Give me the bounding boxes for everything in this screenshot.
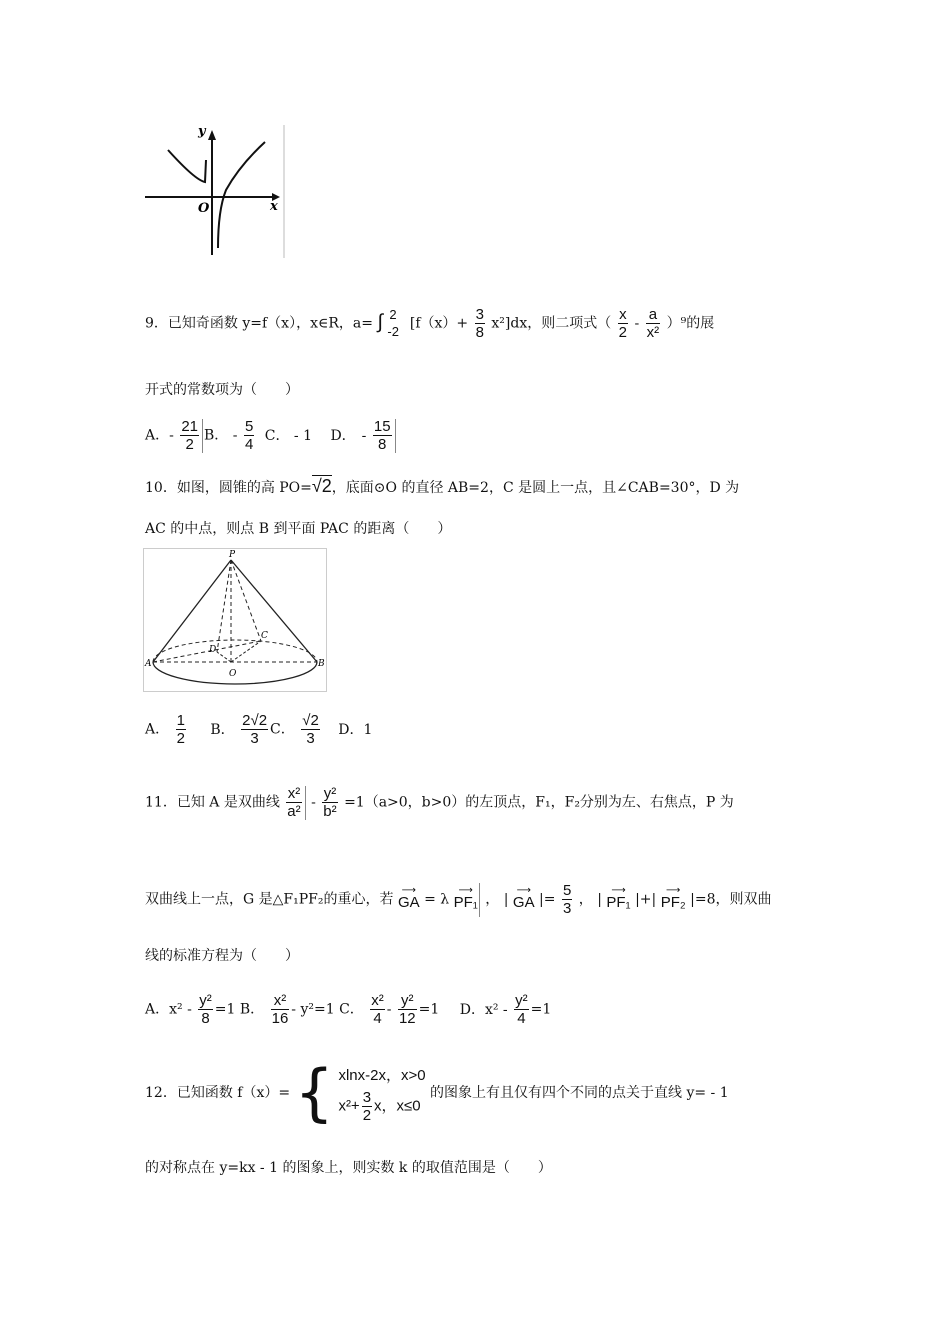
q11-line2: 双曲线上一点，G 是△F₁PF₂的重心，若 ⟶ GA = λ ⟶ PF₁ ， | ⟶ GA |= $\frac{5}{3}$ ， | ⟶ PF₁ |+| ⟶ PF₂ |=8，则双曲 xyxy=(145,882,772,917)
q11-opt-d-frac: $\frac{\text{y²}}{4}$ xyxy=(515,992,528,1027)
q9-opt-b-frac: $\frac{5}{4}$ xyxy=(244,418,254,453)
q10-line1: 10．如图，圆锥的高 PO=√2，底面⊙O 的直径 AB=2，C 是圆上一点，且∠CAB=30°，D 为 xyxy=(145,476,740,496)
q11-frac-y2-b2: $\frac{\text{y²}}{\text{b²}}$ xyxy=(323,785,337,820)
q11-vec-pf2-abs: ⟶ PF₂ xyxy=(660,885,686,911)
q12-brace: { xyxy=(294,1056,334,1129)
y-axis-label: y xyxy=(198,124,206,139)
q12-cases xyxy=(338,1063,425,1124)
cone-label-c: C xyxy=(261,631,268,641)
q9-text-a: 9．已知奇函数 y=f（x），x∈R，a= xyxy=(145,315,373,332)
q9-frac-3-8: $\frac{3}{8}$ xyxy=(475,306,484,341)
q10-sqrt2: √2 xyxy=(311,476,332,496)
q9-frac-a-x2: $\frac{a}{\text{x²}}$ xyxy=(646,306,660,341)
q11-vec-pf1: ⟶ PF₁ xyxy=(453,885,478,911)
q9-opt-d-frac: $\frac{15}{8}$ xyxy=(373,418,391,453)
q9-options: A．- $\frac{21}{2}$ B． - $\frac{5}{4}$ C． - 1 D． - $\frac{15}{8}$ xyxy=(145,418,397,453)
q12-case1: xlnx-2x，x>0 xyxy=(338,1066,426,1084)
q10-opt-c-frac: $\frac{√2}{3}$ xyxy=(302,712,319,747)
q11-vec-ga: ⟶ GA xyxy=(397,885,420,911)
q11-vec-pf1-abs: ⟶ PF₁ xyxy=(606,885,631,911)
q12-line2: 的对称点在 y=kx - 1 的图象上，则实数 k 的取值范围是（ ） xyxy=(145,1160,552,1176)
q11-vec-ga-abs: ⟶ GA xyxy=(512,885,535,911)
q12-case2: x²+ $\frac{3}{2}$ x，x≤0 xyxy=(338,1088,421,1124)
q9-minus: - xyxy=(634,315,640,332)
cone-label-b: B xyxy=(318,659,325,669)
cone-figure xyxy=(143,548,327,692)
cone-label-o: O xyxy=(229,669,237,679)
origin-label: O xyxy=(198,201,210,216)
q11-options: A．x² - $\frac{\text{y²}}{8}$ =1 B． $\frac{\text{x²}}{16}$ - y²=1 C． $\frac{\text{x²}}{4}$ - $\frac{\text{y²}}{12}$ =1 D．x² - $\frac{\text{y²}}{4}$ =1 xyxy=(145,992,552,1027)
q9-text-d: ）⁹的展 xyxy=(666,315,715,332)
q9-text-b: [f（x）+ xyxy=(409,315,469,332)
q11-frac-x2-a2: $\frac{\text{x²}}{\text{a²}}$ xyxy=(287,785,301,820)
cone-label-a: A xyxy=(145,659,152,669)
q9-text-c: x²]dx，则二项式（ xyxy=(491,315,612,332)
q12-line1: 12．已知函数 f（x）= { xlnx-2x，x>0 x²+ $\frac{3}{2}$ x，x≤0 的图象上有且仅有四个不同的点关于直线 y= - 1 xyxy=(145,1056,729,1129)
cone-label-d: D xyxy=(209,645,217,655)
q9-line2: 开式的常数项为（ ） xyxy=(145,382,299,398)
q11-line1: 11．已知 A 是双曲线 $\frac{\text{x²}}{\text{a²}}$ - $\frac{\text{y²}}{\text{b²}}$ =1（a>0，b>0）的左顶点，F₁，F₂分别为左、右焦点，P 为 xyxy=(145,785,734,820)
q11-opt-b-frac: $\frac{\text{x²}}{16}$ xyxy=(271,992,289,1027)
q12-frac-3-2: $\frac{3}{2}$ xyxy=(362,1088,372,1124)
q9-line1 xyxy=(145,306,714,341)
q10-line2: AC 的中点，则点 B 到平面 PAC 的距离（ ） xyxy=(145,521,452,537)
function-graph-figure xyxy=(140,120,290,260)
q11-opt-c-frac1: $\frac{\text{x²}}{4}$ xyxy=(371,992,384,1027)
q9-integral: ∫ 2 -2 xyxy=(377,306,399,339)
q11-frac-5-3: $\frac{5}{3}$ xyxy=(562,882,572,917)
x-axis-label: x xyxy=(270,199,278,214)
q11-opt-c-frac2: $\frac{\text{y²}}{12}$ xyxy=(398,992,416,1027)
q9-opt-a-frac: $\frac{21}{2}$ xyxy=(181,418,198,453)
q11-line3: 线的标准方程为（ ） xyxy=(145,948,299,964)
cone-label-p: P xyxy=(229,550,236,560)
q10-opt-b-frac: $\frac{2√2}{3}$ xyxy=(242,712,268,747)
q10-opt-a-frac: $\frac{1}{2}$ xyxy=(176,712,185,747)
q10-options: A． $\frac{1}{2}$ B． $\frac{2√2}{3}$ C． $\frac{√2}{3}$ D．1 xyxy=(145,712,373,747)
q9-frac-x-2: $\frac{x}{2}$ xyxy=(618,306,628,341)
q11-opt-a-frac: $\frac{\text{y²}}{8}$ xyxy=(199,992,212,1027)
